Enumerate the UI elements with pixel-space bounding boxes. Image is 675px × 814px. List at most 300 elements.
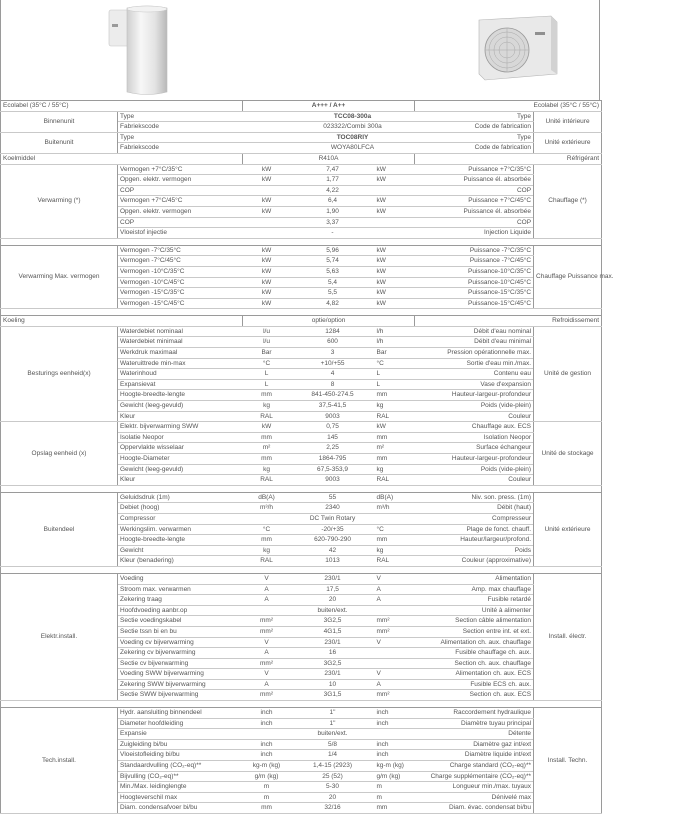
- unit-nl: mm²: [243, 616, 291, 627]
- row-label-nl: Voeding SWW bijverwarming: [118, 669, 243, 680]
- row-label-nl: Hydr. aansluiting binnendeel: [118, 708, 243, 719]
- unit-nl: kW: [243, 175, 291, 186]
- row-value: 7,47: [291, 164, 375, 175]
- group-label-nl: Verwarming (*): [1, 164, 118, 238]
- row-value: 17,5: [291, 584, 375, 595]
- row-value: 1284: [291, 326, 375, 337]
- unit-nl: RAL: [243, 411, 291, 422]
- row-label-nl: Waterdebiet nominaal: [118, 326, 243, 337]
- row-value: 5,74: [291, 256, 375, 267]
- unit-fr: mm²: [375, 626, 415, 637]
- row-label-fr: Section entre int. et ext.: [415, 626, 534, 637]
- table-row: [1, 309, 602, 316]
- row-value: 25 (52): [291, 771, 375, 782]
- table-row: [1, 326, 602, 337]
- table-row: [1, 701, 602, 708]
- row-label-nl: Sectie tssn bi en bu: [118, 626, 243, 637]
- row-label-nl: Vermogen +7°C/35°C: [118, 164, 243, 175]
- row-label-fr: Puissance-10°C/45°C: [415, 277, 534, 288]
- table-row: [1, 111, 602, 122]
- row-label-fr: Charge standard (CO₂-eq)**: [415, 761, 534, 772]
- row-value: 3G2,5: [291, 616, 375, 627]
- row-label-nl: Kleur (benadering): [118, 556, 243, 567]
- unit-fr: m: [375, 792, 415, 803]
- row-label-nl: Werkdruk maximaal: [118, 348, 243, 359]
- row-value: 1,90: [291, 206, 375, 217]
- row-value: 230/1: [291, 573, 375, 584]
- unit-nl: dB(A): [243, 492, 291, 503]
- row-label-fr: Ecolabel (35°C / 55°C): [415, 101, 602, 112]
- row-value: 600: [291, 337, 375, 348]
- row-value: 5,5: [291, 288, 375, 299]
- row-label-nl: Sectie cv bijverwarming: [118, 658, 243, 669]
- group-label-nl: Elektr.install.: [1, 573, 118, 700]
- row-label-fr: Type: [415, 111, 534, 122]
- row-value: 6,4: [291, 196, 375, 207]
- row-label-nl: Vermogen +7°C/45°C: [118, 196, 243, 207]
- row-label-fr: Fusible ECS ch. aux.: [415, 679, 534, 690]
- unit-fr: mm: [375, 803, 415, 814]
- unit-fr: [375, 729, 415, 740]
- row-label-nl: Zekering SWW bijverwarming: [118, 679, 243, 690]
- unit-nl: [243, 185, 291, 196]
- unit-nl: kg-m (kg): [243, 761, 291, 772]
- row-value: 1013: [291, 556, 375, 567]
- unit-fr: inch: [375, 750, 415, 761]
- unit-nl: V: [243, 637, 291, 648]
- row-value: 145: [291, 432, 375, 443]
- row-label-nl: COP: [118, 217, 243, 228]
- unit-nl: kW: [243, 266, 291, 277]
- group-label-nl: Opslag eenheid (x): [1, 422, 118, 486]
- group-label-nl: Verwarming Max. vermogen: [1, 245, 118, 309]
- row-label-fr: Poids (vide-plein): [415, 401, 534, 412]
- row-value: 5/8: [291, 739, 375, 750]
- row-label-fr: Surface échangeur: [415, 443, 534, 454]
- row-label-nl: Bijvulling (CO₂-eq)**: [118, 771, 243, 782]
- unit-nl: inch: [243, 739, 291, 750]
- table-row: [1, 492, 602, 503]
- row-label-nl: Vermogen -7°C/35°C: [118, 245, 243, 256]
- unit-nl: RAL: [243, 475, 291, 486]
- unit-nl: m: [243, 792, 291, 803]
- unit-nl: L: [243, 369, 291, 380]
- row-value: 230/1: [291, 637, 375, 648]
- table-row: [1, 573, 602, 584]
- row-label-nl: Zuigleiding bi/bu: [118, 739, 243, 750]
- row-label-fr: Amp. max chauffage: [415, 584, 534, 595]
- row-label-fr: Section ch. aux. chauffage: [415, 658, 534, 669]
- row-label-nl: Hoogte-breedte-lengte: [118, 390, 243, 401]
- row-label-nl: Min./Max. leidinglengte: [118, 782, 243, 793]
- row-value: 5,4: [291, 277, 375, 288]
- row-value: A+++ / A++: [243, 101, 415, 112]
- row-label-fr: Fusible chauffage ch. aux.: [415, 648, 534, 659]
- row-label-fr: Section câble alimentation: [415, 616, 534, 627]
- unit-nl: Bar: [243, 348, 291, 359]
- row-label-nl: Hoogteverschil max: [118, 792, 243, 803]
- row-label-fr: Type: [415, 132, 534, 143]
- row-value: 620-790-290: [291, 535, 375, 546]
- unit-nl: l/u: [243, 326, 291, 337]
- row-label-fr: Poids (vide-plein): [415, 464, 534, 475]
- unit-nl: inch: [243, 708, 291, 719]
- unit-nl: mm²: [243, 658, 291, 669]
- row-value: 023322/Combi 300a: [291, 122, 415, 133]
- unit-fr: l/h: [375, 337, 415, 348]
- row-label-fr: Puissance-10°C/35°C: [415, 266, 534, 277]
- row-value: 2,25: [291, 443, 375, 454]
- unit-fr: [375, 217, 415, 228]
- unit-fr: kW: [375, 175, 415, 186]
- row-label-fr: Poids: [415, 545, 534, 556]
- unit-fr: kg: [375, 401, 415, 412]
- row-label-nl: Hoofdvoeding aanbr.op: [118, 605, 243, 616]
- unit-nl: kW: [243, 288, 291, 299]
- row-label-nl: Zekering cv bijverwarming: [118, 648, 243, 659]
- unit-fr: mm: [375, 432, 415, 443]
- row-label-fr: Détente: [415, 729, 534, 740]
- unit-fr: g/m (kg): [375, 771, 415, 782]
- unit-fr: l/h: [375, 326, 415, 337]
- row-label-fr: Diamètre liquide int/ext: [415, 750, 534, 761]
- row-value: 3G1,5: [291, 690, 375, 701]
- unit-fr: mm: [375, 454, 415, 465]
- row-label-fr: Puissance él. absorbée: [415, 175, 534, 186]
- row-value: DC Twin Rotary: [291, 513, 375, 524]
- unit-fr: kg: [375, 464, 415, 475]
- unit-nl: [243, 217, 291, 228]
- row-value: 1864-795: [291, 454, 375, 465]
- unit-fr: kW: [375, 266, 415, 277]
- unit-fr: V: [375, 669, 415, 680]
- row-label-nl: Voeding cv bijverwarming: [118, 637, 243, 648]
- unit-fr: kW: [375, 422, 415, 433]
- unit-fr: RAL: [375, 411, 415, 422]
- group-label-fr: Unité extérieure: [534, 132, 602, 153]
- row-label-nl: COP: [118, 185, 243, 196]
- row-label-fr: Raccordement hydraulique: [415, 708, 534, 719]
- unit-nl: A: [243, 584, 291, 595]
- row-value: -: [291, 228, 375, 239]
- row-label-nl: Standaardvulling (CO₂-eq)**: [118, 761, 243, 772]
- row-value: 230/1: [291, 669, 375, 680]
- row-label-fr: Réfrigérant: [415, 153, 602, 164]
- group-label-nl: Besturings eenheid(x): [1, 326, 118, 421]
- unit-fr: mm²: [375, 690, 415, 701]
- unit-fr: L: [375, 369, 415, 380]
- row-label-nl: Diam. condensafvoer bi/bu: [118, 803, 243, 814]
- row-label-nl: Koelmiddel: [1, 153, 243, 164]
- row-value: 4,22: [291, 185, 375, 196]
- row-label-fr: Unité à alimenter: [415, 605, 534, 616]
- row-value: 1/4: [291, 750, 375, 761]
- unit-nl: [243, 228, 291, 239]
- row-label-nl: Gewicht (leeg-gevuld): [118, 401, 243, 412]
- group-label-fr: Install. électr.: [534, 573, 602, 700]
- unit-nl: mm: [243, 432, 291, 443]
- group-label-fr: Install. Techn.: [534, 708, 602, 814]
- row-label-fr: Injection Liquide: [415, 228, 534, 239]
- row-label-fr: Section ch. aux. ECS: [415, 690, 534, 701]
- unit-fr: [375, 228, 415, 239]
- row-value: R410A: [243, 153, 415, 164]
- unit-nl: l/u: [243, 337, 291, 348]
- row-label-fr: Hauteur/largeur/profond.: [415, 535, 534, 546]
- unit-fr: dB(A): [375, 492, 415, 503]
- row-label-nl: Type: [118, 111, 291, 122]
- table-row: [1, 132, 602, 143]
- unit-fr: kW: [375, 164, 415, 175]
- row-value: optie/option: [243, 316, 415, 327]
- row-label-fr: Refroidissement: [415, 316, 602, 327]
- row-label-fr: Puissance-15°C/35°C: [415, 288, 534, 299]
- row-value: 1": [291, 708, 375, 719]
- row-label-fr: Débit d'eau nominal: [415, 326, 534, 337]
- row-label-fr: COP: [415, 185, 534, 196]
- row-label-nl: Waterinhoud: [118, 369, 243, 380]
- row-label-fr: Contenu eau: [415, 369, 534, 380]
- row-label-fr: Puissance +7°C/35°C: [415, 164, 534, 175]
- unit-nl: °C: [243, 358, 291, 369]
- unit-fr: kW: [375, 256, 415, 267]
- table-row: [1, 316, 602, 327]
- row-value: 2340: [291, 503, 375, 514]
- unit-fr: RAL: [375, 556, 415, 567]
- row-label-nl: Wateruittrede min-max: [118, 358, 243, 369]
- unit-nl: mm: [243, 535, 291, 546]
- unit-nl: kW: [243, 206, 291, 217]
- row-value: 37,5-41,5: [291, 401, 375, 412]
- row-value: 42: [291, 545, 375, 556]
- unit-nl: A: [243, 648, 291, 659]
- row-label-fr: Charge supplémentaire (CO₂-eq)**: [415, 771, 534, 782]
- unit-fr: [375, 513, 415, 524]
- unit-fr: A: [375, 584, 415, 595]
- row-label-fr: Alimentation ch. aux. chauffage: [415, 637, 534, 648]
- unit-nl: kg: [243, 401, 291, 412]
- row-value: 32/16: [291, 803, 375, 814]
- row-label-fr: Puissance-15°C/45°C: [415, 298, 534, 309]
- row-value: 9003: [291, 411, 375, 422]
- row-label-nl: Werkingslim. verwarmen: [118, 524, 243, 535]
- row-value: 5-30: [291, 782, 375, 793]
- unit-nl: m: [243, 782, 291, 793]
- unit-nl: kW: [243, 422, 291, 433]
- unit-nl: kg: [243, 545, 291, 556]
- unit-fr: m³/h: [375, 503, 415, 514]
- spacer: [1, 701, 602, 708]
- row-label-fr: Code de fabrication: [415, 122, 534, 133]
- unit-fr: °C: [375, 358, 415, 369]
- row-label-nl: Fabriekscode: [118, 122, 291, 133]
- row-label-nl: Koeling: [1, 316, 243, 327]
- row-label-fr: Alimentation: [415, 573, 534, 584]
- row-label-nl: Vermogen -15°C/45°C: [118, 298, 243, 309]
- row-label-fr: Débit (haut): [415, 503, 534, 514]
- unit-nl: [243, 513, 291, 524]
- unit-fr: [375, 605, 415, 616]
- spec-table: [0, 100, 614, 814]
- row-value: buiten/ext.: [291, 605, 375, 616]
- row-value: 3,37: [291, 217, 375, 228]
- row-value: 10: [291, 679, 375, 690]
- unit-nl: mm: [243, 803, 291, 814]
- unit-fr: mm²: [375, 616, 415, 627]
- unit-fr: inch: [375, 718, 415, 729]
- unit-nl: kW: [243, 277, 291, 288]
- row-label-fr: Puissance -7°C/45°C: [415, 256, 534, 267]
- unit-nl: kW: [243, 196, 291, 207]
- row-value: 841-450-274.5: [291, 390, 375, 401]
- unit-nl: kW: [243, 298, 291, 309]
- outdoor-unit-image: [471, 12, 561, 84]
- row-label-fr: Hauteur-largeur-profondeur: [415, 454, 534, 465]
- unit-nl: A: [243, 595, 291, 606]
- row-value: 1": [291, 718, 375, 729]
- unit-fr: [375, 185, 415, 196]
- row-label-nl: Elektr. bijverwarming SWW: [118, 422, 243, 433]
- unit-fr: kg: [375, 545, 415, 556]
- group-label-nl: Buitenunit: [1, 132, 118, 153]
- row-label-nl: Ecolabel (35°C / 55°C): [1, 101, 243, 112]
- unit-nl: V: [243, 573, 291, 584]
- row-label-nl: Type: [118, 132, 291, 143]
- row-value: 20: [291, 595, 375, 606]
- row-label-fr: COP: [415, 217, 534, 228]
- table-row: [1, 485, 602, 492]
- row-label-nl: Oppervlakte wisselaar: [118, 443, 243, 454]
- group-label-fr: Unité de stockage: [534, 422, 602, 486]
- unit-nl: m²: [243, 443, 291, 454]
- unit-nl: kW: [243, 245, 291, 256]
- row-label-fr: Isolation Neopor: [415, 432, 534, 443]
- row-value: +10/+55: [291, 358, 375, 369]
- group-label-fr: Unité extérieure: [534, 492, 602, 566]
- row-value: TCC08-300a: [291, 111, 415, 122]
- row-label-fr: Pression opérationnelle max.: [415, 348, 534, 359]
- row-value: 1,4-15 (2923): [291, 761, 375, 772]
- unit-fr: kW: [375, 196, 415, 207]
- unit-fr: A: [375, 595, 415, 606]
- unit-nl: A: [243, 679, 291, 690]
- row-value: 9003: [291, 475, 375, 486]
- row-value: 16: [291, 648, 375, 659]
- unit-nl: g/m (kg): [243, 771, 291, 782]
- row-value: 3: [291, 348, 375, 359]
- table-row: [1, 238, 602, 245]
- row-label-nl: Opgen. elektr. vermogen: [118, 206, 243, 217]
- row-label-nl: Voeding: [118, 573, 243, 584]
- unit-fr: kW: [375, 288, 415, 299]
- group-label-fr: Chauffage Puissance max.: [534, 245, 602, 309]
- row-value: 1,77: [291, 175, 375, 186]
- unit-fr: [375, 648, 415, 659]
- row-label-nl: Kleur: [118, 475, 243, 486]
- row-label-nl: Hoogte-breedte-lengte: [118, 535, 243, 546]
- row-label-fr: Vase d'expansion: [415, 379, 534, 390]
- unit-nl: mm²: [243, 690, 291, 701]
- group-label-fr: Unité intérieure: [534, 111, 602, 132]
- unit-fr: mm: [375, 390, 415, 401]
- indoor-unit-image: [101, 4, 171, 98]
- unit-fr: Bar: [375, 348, 415, 359]
- unit-fr: inch: [375, 739, 415, 750]
- row-value: TOC08RIY: [291, 132, 415, 143]
- row-label-fr: Compresseur: [415, 513, 534, 524]
- unit-fr: m²: [375, 443, 415, 454]
- unit-fr: kg-m (kg): [375, 761, 415, 772]
- row-label-fr: Fusible retardé: [415, 595, 534, 606]
- unit-nl: [243, 729, 291, 740]
- product-images: [0, 0, 600, 100]
- row-label-fr: Code de fabrication: [415, 143, 534, 154]
- unit-nl: V: [243, 669, 291, 680]
- table-row: [1, 566, 602, 573]
- table-row: [1, 164, 602, 175]
- row-label-nl: Vloeistofleiding bi/bu: [118, 750, 243, 761]
- row-label-fr: Diamètre tuyau principal: [415, 718, 534, 729]
- row-label-nl: Vermogen -15°C/35°C: [118, 288, 243, 299]
- unit-fr: kW: [375, 245, 415, 256]
- row-label-nl: Hoogte-Diameter: [118, 454, 243, 465]
- group-label-fr: Chauffage (*): [534, 164, 602, 238]
- row-label-nl: Isolatie Neopor: [118, 432, 243, 443]
- row-label-nl: Stroom max. verwarmen: [118, 584, 243, 595]
- unit-fr: m: [375, 782, 415, 793]
- unit-fr: °C: [375, 524, 415, 535]
- row-value: 55: [291, 492, 375, 503]
- spacer: [1, 485, 602, 492]
- unit-fr: [375, 658, 415, 669]
- row-label-nl: Geluidsdruk (1m): [118, 492, 243, 503]
- unit-nl: inch: [243, 718, 291, 729]
- group-label-nl: Tech.install.: [1, 708, 118, 814]
- unit-fr: A: [375, 679, 415, 690]
- row-value: 5,96: [291, 245, 375, 256]
- unit-fr: RAL: [375, 475, 415, 486]
- unit-nl: mm: [243, 390, 291, 401]
- unit-nl: L: [243, 379, 291, 390]
- row-value: 4,82: [291, 298, 375, 309]
- spacer: [1, 566, 602, 573]
- unit-nl: kW: [243, 256, 291, 267]
- table-row: [1, 708, 602, 719]
- row-label-fr: Couleur (approximative): [415, 556, 534, 567]
- row-value: 3G2,5: [291, 658, 375, 669]
- row-value: buiten/ext.: [291, 729, 375, 740]
- row-value: WOYA80LFCA: [291, 143, 415, 154]
- row-label-nl: Sectie SWW bijverwarming: [118, 690, 243, 701]
- row-label-fr: Dénivelé max: [415, 792, 534, 803]
- row-label-fr: Chauffage aux. ECS: [415, 422, 534, 433]
- unit-nl: mm²: [243, 626, 291, 637]
- unit-fr: V: [375, 573, 415, 584]
- row-label-nl: Gewicht (leeg-gevuld): [118, 464, 243, 475]
- row-label-nl: Debiet (hoog): [118, 503, 243, 514]
- row-label-nl: Compressor: [118, 513, 243, 524]
- row-label-fr: Alimentation ch. aux. ECS: [415, 669, 534, 680]
- unit-nl: kW: [243, 164, 291, 175]
- unit-nl: °C: [243, 524, 291, 535]
- table-row: [1, 101, 602, 112]
- group-label-nl: Buitendeel: [1, 492, 118, 566]
- row-label-fr: Puissance él. absorbée: [415, 206, 534, 217]
- row-label-nl: Expansie: [118, 729, 243, 740]
- unit-fr: kW: [375, 277, 415, 288]
- row-label-nl: Vermogen -7°C/45°C: [118, 256, 243, 267]
- row-label-fr: Diam. évac. condensat bi/bu: [415, 803, 534, 814]
